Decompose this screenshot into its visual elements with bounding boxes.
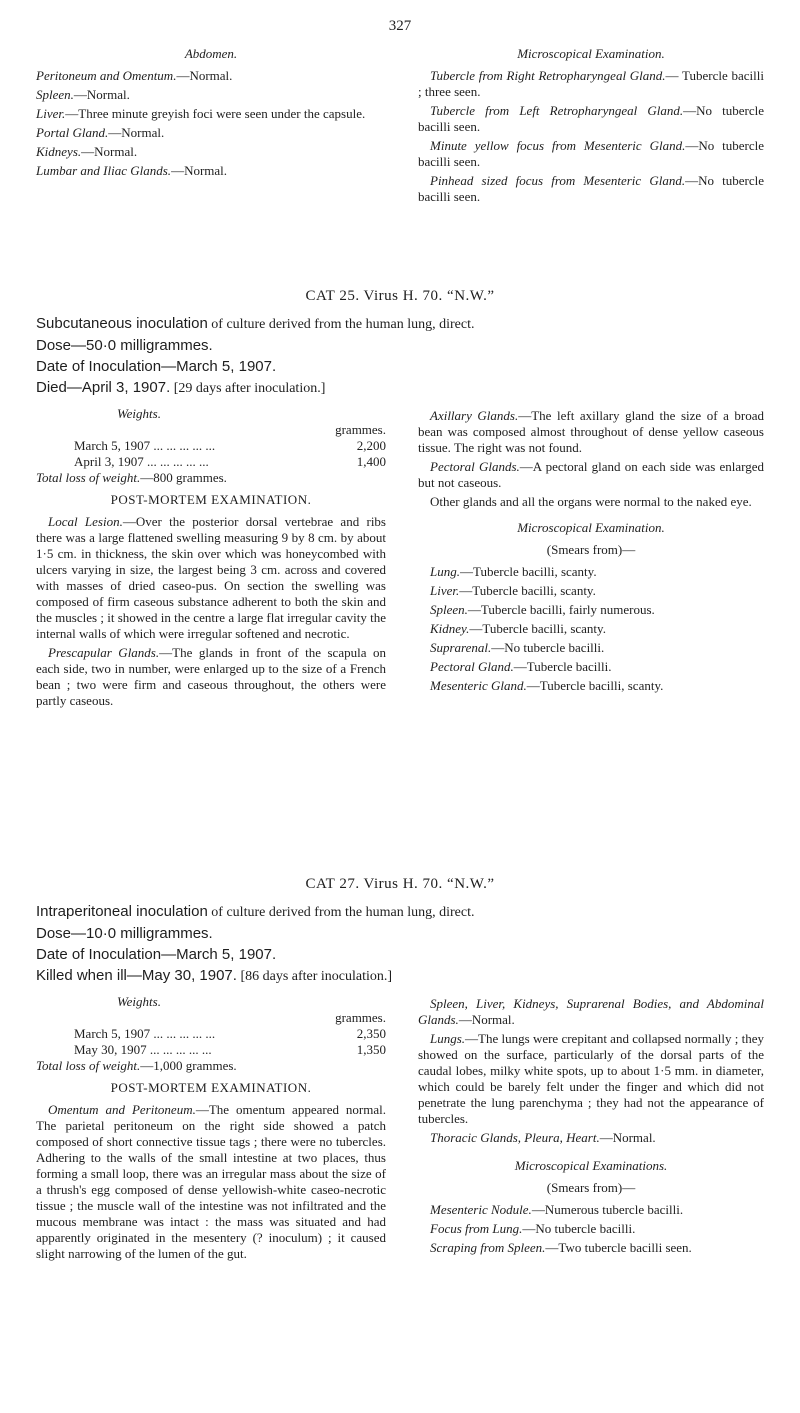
abdomen-item: Portal Gland.—Normal. — [36, 125, 165, 140]
cat27-micro-item: Focus from Lung.—No tubercle bacilli. — [430, 1221, 636, 1236]
cat25-date: Date of Inoculation—March 5, 1907. — [36, 358, 277, 375]
table-row: April 3, 1907 ... ... ... ... ... 1,400 — [74, 454, 386, 469]
cat27-date: Date of Inoculation—March 5, 1907. — [36, 946, 277, 963]
cat27-title: CAT 27. Virus H. 70. “N.W.” — [305, 876, 495, 892]
cat25-meta — [36, 316, 764, 397]
cat27-left-column — [36, 994, 386, 1265]
abdomen-item: Lumbar and Iliac Glands.—Normal. — [36, 163, 228, 178]
top-micro-item: Tubercle from Right Retropharyngeal Gland.— Tubercle bacilli ; three seen. — [418, 68, 764, 99]
cat25-micro-item: Kidney.—Tubercle bacilli, scanty. — [430, 621, 606, 636]
cat25-finding: Other glands and all the organs were normal to the naked eye. — [430, 494, 752, 509]
table-row: March 5, 1907 ... ... ... ... ... 2,200 — [74, 438, 386, 453]
page-number: 327 — [388, 18, 412, 34]
cat25-weights — [36, 406, 386, 470]
cat25-micro-heading: Microscopical Examination. — [517, 520, 665, 535]
cat25-weights-heading: Weights. — [117, 406, 161, 421]
cat27-postmortem-heading: POST-MORTEM EXAMINATION. — [110, 1080, 312, 1095]
cat27-micro-item: Scraping from Spleen.—Two tubercle bacilli seen. — [430, 1240, 692, 1255]
cat25-right-column — [418, 408, 764, 697]
cat25-micro-item: Spleen.—Tubercle bacilli, fairly numerous. — [430, 602, 655, 617]
cat25-postmortem-heading: POST-MORTEM EXAMINATION. — [110, 492, 312, 507]
cat25-left-column — [36, 406, 386, 712]
cat27-total-loss: Total loss of weight.—1,000 grammes. — [36, 1058, 237, 1073]
cat27-finding: Thoracic Glands, Pleura, Heart.—Normal. — [430, 1130, 656, 1145]
abdomen-item: Peritoneum and Omentum.—Normal. — [36, 68, 233, 83]
abdomen-heading: Abdomen. — [184, 46, 238, 61]
cat25-micro-item: Suprarenal.—No tubercle bacilli. — [430, 640, 605, 655]
cat25-micro-item: Lung.—Tubercle bacilli, scanty. — [430, 564, 597, 579]
cat27-smears: (Smears from)— — [546, 1180, 636, 1195]
top-micro-section — [418, 46, 764, 208]
abdomen-item: Liver.—Three minute greyish foci were seen under the capsule. — [36, 106, 366, 121]
abdomen-section — [36, 46, 386, 182]
cat27-inoculation: Intraperitoneal inoculation of culture derived from the human lung, direct. — [36, 903, 475, 920]
cat25-finding: Prescapular Glands.—The glands in front of the scapula on each side, two in number, were enlarged up to the size of a French bean ; two were firm and caseous throughout, the others were partly caseous. — [36, 645, 386, 708]
cat27-dose: Dose—10·0 milligrammes. — [36, 925, 213, 942]
cat27-finding: Spleen, Liver, Kidneys, Suprarenal Bodies, and Abdominal Glands.—Normal. — [418, 996, 764, 1027]
cat27-weights-heading: Weights. — [117, 994, 161, 1009]
cat27-meta — [36, 904, 764, 985]
top-micro-item: Minute yellow focus from Mesenteric Gland.—No tubercle bacilli seen. — [418, 138, 764, 169]
cat27-micro-item: Mesenteric Nodule.—Numerous tubercle bacilli. — [430, 1202, 684, 1217]
cat25-finding: Pectoral Glands.—A pectoral gland on each side was enlarged but not caseous. — [418, 459, 764, 490]
cat27-weights-unit: grammes. — [335, 1010, 386, 1025]
cat27-killed: Killed when ill—May 30, 1907. [86 days after inoculation.] — [36, 967, 393, 984]
top-micro-item: Tubercle from Left Retropharyngeal Gland.—No tubercle bacilli seen. — [418, 103, 764, 134]
cat27-finding: Lungs.—The lungs were crepitant and collapsed normally ; they showed on the surface, particularly of the dorsal parts of the caudal lobes, milky white spots, up to about 1·5 mm. in diameter, which could be barely felt under the finger and which did not penetrate the lung parenchyma ; they had not the appearance of tubercles. — [418, 1031, 764, 1126]
cat25-total-loss: Total loss of weight.—800 grammes. — [36, 470, 227, 485]
cat25-micro-item: Pectoral Gland.—Tubercle bacilli. — [430, 659, 612, 674]
top-micro-heading: Microscopical Examination. — [517, 46, 665, 61]
table-row: March 5, 1907 ... ... ... ... ... 2,350 — [74, 1026, 386, 1041]
cat27-weights-table — [74, 1010, 386, 1058]
cat25-died: Died—April 3, 1907. [29 days after inoculation.] — [36, 379, 326, 396]
cat27-finding: Omentum and Peritoneum.—The omentum appeared normal. The parietal peritoneum on the right side showed a patch composed of short connective tissue tags ; there were no tubercles. Adhering to the walls of the small intestine at two places, thus forming a small loop, there was an irregular mass about the size of a thrush's egg composed of dense yellowish-white caseo-necrotic tissue ; the muscle wall of the intestine was not infiltrated and the mucous membrane was intact : the mass was situated and had apparently originated in the mesentery (? inoculum) ; it caused slight narrowing of the lumen of the gut. — [36, 1102, 386, 1261]
cat25-micro-item: Mesenteric Gland.—Tubercle bacilli, scanty. — [430, 678, 664, 693]
cat25-finding: Local Lesion.—Over the posterior dorsal vertebrae and ribs there was a large flattened swelling measuring 9 by 8 cm. by about 1·5 cm. in thickness, the skin over which was honeycombed with ulcers varying in size, the largest being 3 cm. across and covered with masses of dried caseo-pus. On section the swelling was composed of firm caseous substance adherent to both the skin and the muscles ; it showed in the centre a large flat irregular cavity the internal walls of which were irregular softened and necrotic. — [36, 514, 386, 641]
cat25-smears: (Smears from)— — [546, 542, 636, 557]
table-row: May 30, 1907 ... ... ... ... ... 1,350 — [74, 1042, 386, 1057]
abdomen-item: Kidneys.—Normal. — [36, 144, 138, 159]
cat25-weights-table — [74, 422, 386, 470]
cat27-micro-heading: Microscopical Examinations. — [514, 1158, 668, 1173]
top-micro-item: Pinhead sized focus from Mesenteric Gland.—No tubercle bacilli seen. — [418, 173, 764, 204]
cat25-micro-item: Liver.—Tubercle bacilli, scanty. — [430, 583, 596, 598]
cat25-inoculation: Subcutaneous inoculation of culture derived from the human lung, direct. — [36, 315, 475, 332]
cat27-right-column — [418, 996, 764, 1259]
cat27-weights — [36, 994, 386, 1058]
abdomen-item: Spleen.—Normal. — [36, 87, 130, 102]
cat25-dose: Dose—50·0 milligrammes. — [36, 337, 213, 354]
cat25-finding: Axillary Glands.—The left axillary gland the size of a broad bean was composed almost throughout of dense yellow caseous tissue. The right was not found. — [418, 408, 764, 455]
cat25-title: CAT 25. Virus H. 70. “N.W.” — [305, 288, 495, 304]
cat25-weights-unit: grammes. — [335, 422, 386, 437]
